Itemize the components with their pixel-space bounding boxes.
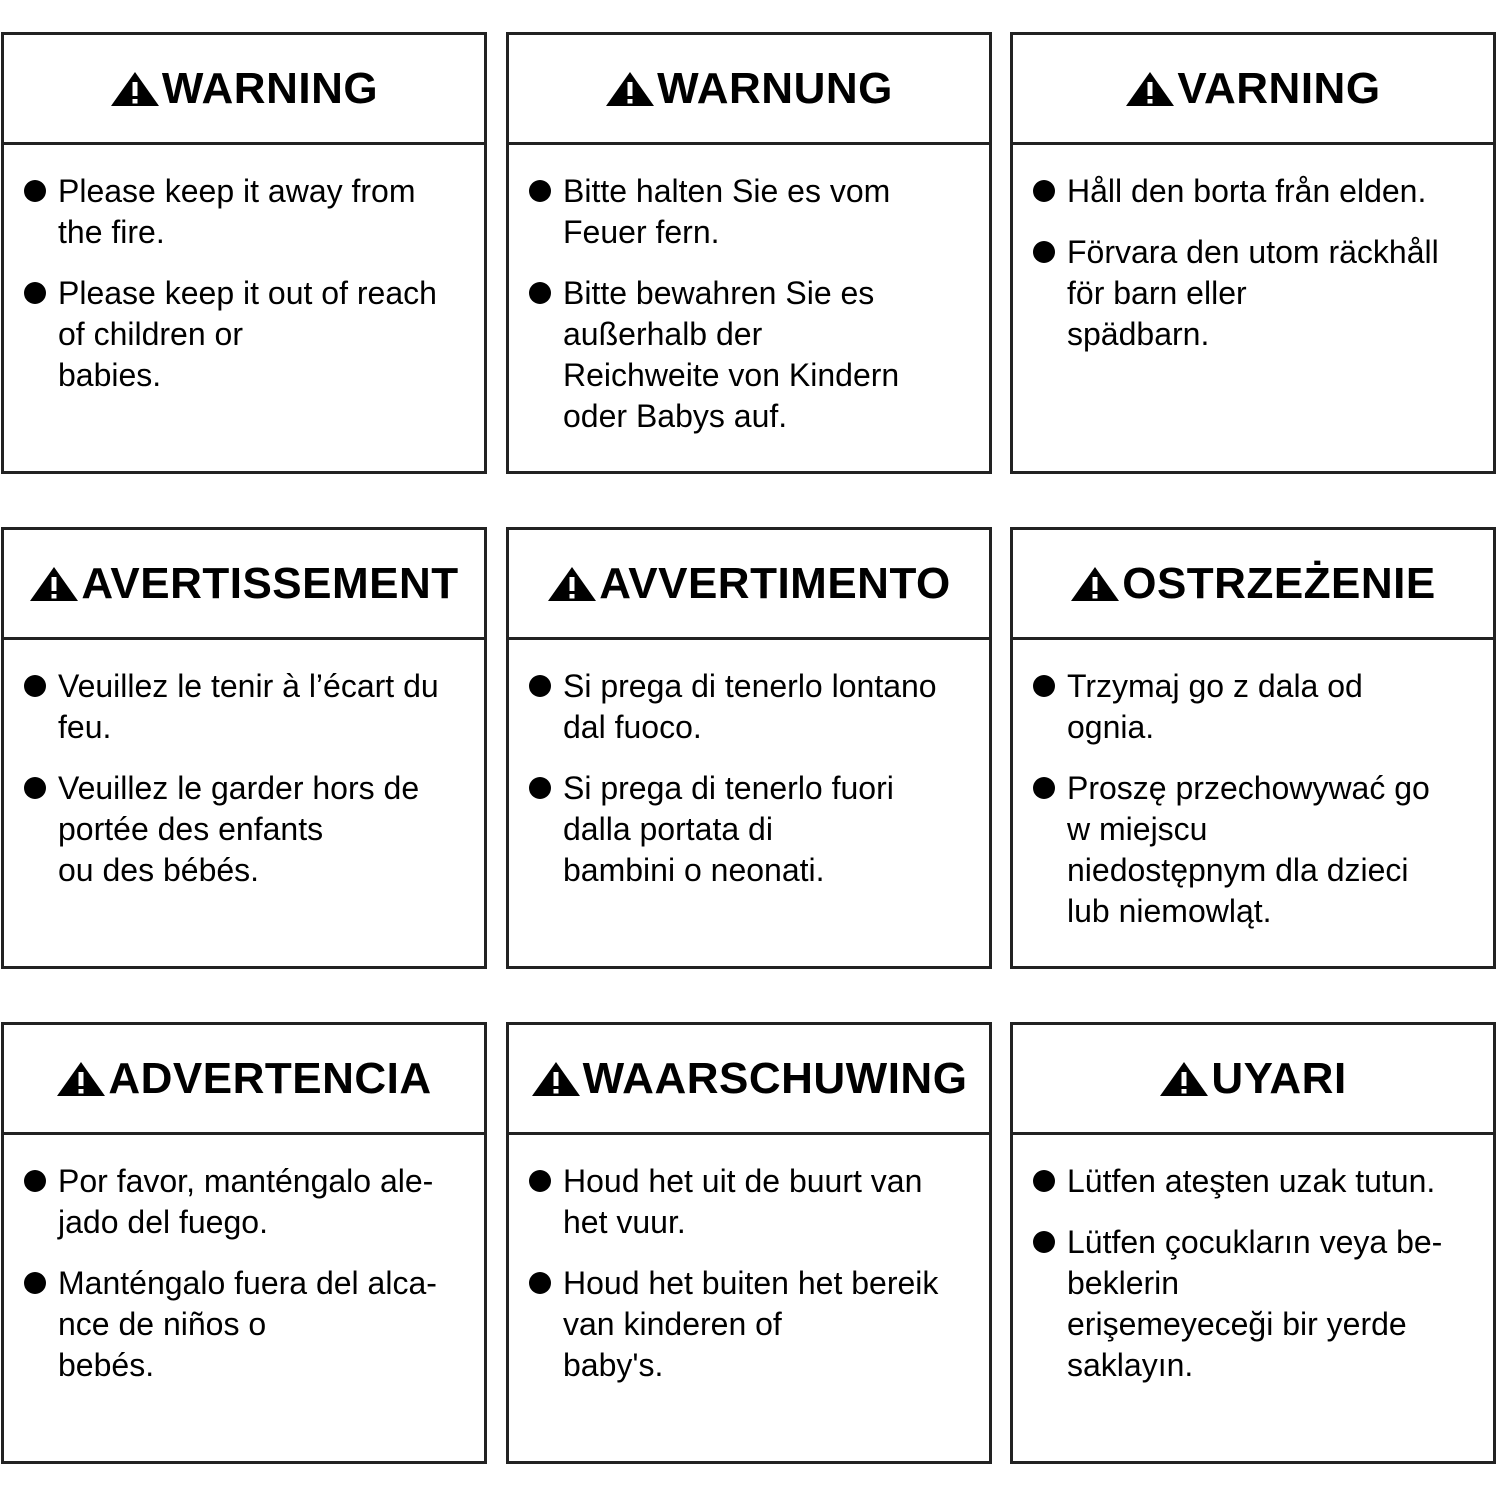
list-item: [22, 1263, 466, 1386]
card-title-wrap: [1125, 64, 1380, 114]
card-items: [1013, 145, 1493, 355]
item-text: Please keep it out of reach of children or babies.: [58, 275, 437, 393]
item-text: Bitte bewahren Sie es außerhalb der Reichweite von Kindern oder Babys auf.: [563, 275, 900, 434]
warning-card-italian: [506, 527, 992, 969]
card-title: OSTRZEŻENIE: [1122, 558, 1436, 608]
card-header: [4, 530, 484, 640]
item-text: Proszę przechowywać go w miejscu niedostępnym dla dzieci lub niemowląt.: [1067, 770, 1430, 929]
card-items: [509, 145, 989, 437]
item-text: Veuillez le tenir à l’écart du feu.: [58, 668, 439, 745]
item-text: Houd het buiten het bereik van kinderen of baby's.: [563, 1265, 939, 1383]
warning-triangle-icon: [29, 566, 79, 602]
card-header: [4, 35, 484, 145]
item-text: Lütfen çocukların veya be- beklerin erişemeyeceği bir yerde saklayın.: [1067, 1224, 1443, 1383]
warning-triangle-icon: [1159, 1061, 1209, 1097]
list-item: [22, 768, 466, 891]
card-items: [4, 1135, 484, 1386]
card-title-wrap: [29, 559, 458, 609]
item-text: Houd het uit de buurt van het vuur.: [563, 1163, 923, 1240]
item-text: Lütfen ateşten uzak tutun.: [1067, 1163, 1436, 1199]
warning-triangle-icon: [531, 1061, 581, 1097]
list-item: [527, 1263, 971, 1386]
warning-card-dutch: [506, 1022, 992, 1464]
list-item: [527, 273, 971, 437]
card-title: AVERTISSEMENT: [81, 558, 459, 608]
item-text: Trzymaj go z dala od ognia.: [1067, 668, 1363, 745]
warning-card-swedish: [1010, 32, 1496, 474]
card-header: [509, 1025, 989, 1135]
card-title-wrap: [56, 1054, 431, 1104]
card-title-wrap: [1159, 1054, 1346, 1104]
card-header: [509, 35, 989, 145]
warning-card-english: [1, 32, 487, 474]
list-item: [22, 171, 466, 253]
item-text: Veuillez le garder hors de portée des enfants ou des bébés.: [58, 770, 420, 888]
card-header: [1013, 35, 1493, 145]
card-header: [4, 1025, 484, 1135]
warning-card-spanish: [1, 1022, 487, 1464]
card-items: [509, 1135, 989, 1386]
card-title: UYARI: [1211, 1053, 1347, 1103]
list-item: [1031, 232, 1475, 355]
card-header: [1013, 530, 1493, 640]
list-item: [1031, 666, 1475, 748]
card-items: [4, 640, 484, 891]
card-title-wrap: [1070, 559, 1436, 609]
list-item: [1031, 1161, 1475, 1202]
card-items: [509, 640, 989, 891]
item-text: Bitte halten Sie es vom Feuer fern.: [563, 173, 891, 250]
list-item: [527, 171, 971, 253]
warning-triangle-icon: [1125, 71, 1175, 107]
item-text: Si prega di tenerlo lontano dal fuoco.: [563, 668, 937, 745]
item-text: Manténgalo fuera del alca- nce de niños o bebés.: [58, 1265, 437, 1383]
warning-triangle-icon: [547, 566, 597, 602]
list-item: [22, 273, 466, 396]
warning-card-turkish: [1010, 1022, 1496, 1464]
item-text: Please keep it away from the fire.: [58, 173, 416, 250]
list-item: [527, 1161, 971, 1243]
card-header: [509, 530, 989, 640]
warning-triangle-icon: [1070, 566, 1120, 602]
card-header: [1013, 1025, 1493, 1135]
card-items: [1013, 640, 1493, 932]
warning-triangle-icon: [56, 1061, 106, 1097]
list-item: [1031, 1222, 1475, 1386]
warning-card-german: [506, 32, 992, 474]
warning-triangle-icon: [605, 71, 655, 107]
list-item: [22, 666, 466, 748]
card-title-wrap: [605, 64, 893, 114]
list-item: [527, 768, 971, 891]
card-title: AVVERTIMENTO: [599, 558, 951, 608]
card-items: [1013, 1135, 1493, 1386]
card-title: WARNUNG: [657, 63, 893, 113]
card-title: ADVERTENCIA: [108, 1053, 432, 1103]
card-title: WAARSCHUWING: [582, 1053, 968, 1103]
item-text: Si prega di tenerlo fuori dalla portata di bambini o neonati.: [563, 770, 894, 888]
warning-card-polish: [1010, 527, 1496, 969]
card-title: WARNING: [161, 63, 379, 113]
warning-triangle-icon: [110, 71, 160, 107]
card-title-wrap: [531, 1054, 968, 1104]
list-item: [1031, 171, 1475, 212]
item-text: Por favor, manténgalo ale- jado del fuego.: [58, 1163, 434, 1240]
card-title-wrap: [547, 559, 951, 609]
item-text: Håll den borta från elden.: [1067, 173, 1427, 209]
list-item: [1031, 768, 1475, 932]
warning-card-french: [1, 527, 487, 969]
card-title-wrap: [110, 64, 378, 114]
list-item: [22, 1161, 466, 1243]
list-item: [527, 666, 971, 748]
item-text: Förvara den utom räckhåll för barn eller spädbarn.: [1067, 234, 1439, 352]
card-items: [4, 145, 484, 396]
card-title: VARNING: [1177, 63, 1381, 113]
